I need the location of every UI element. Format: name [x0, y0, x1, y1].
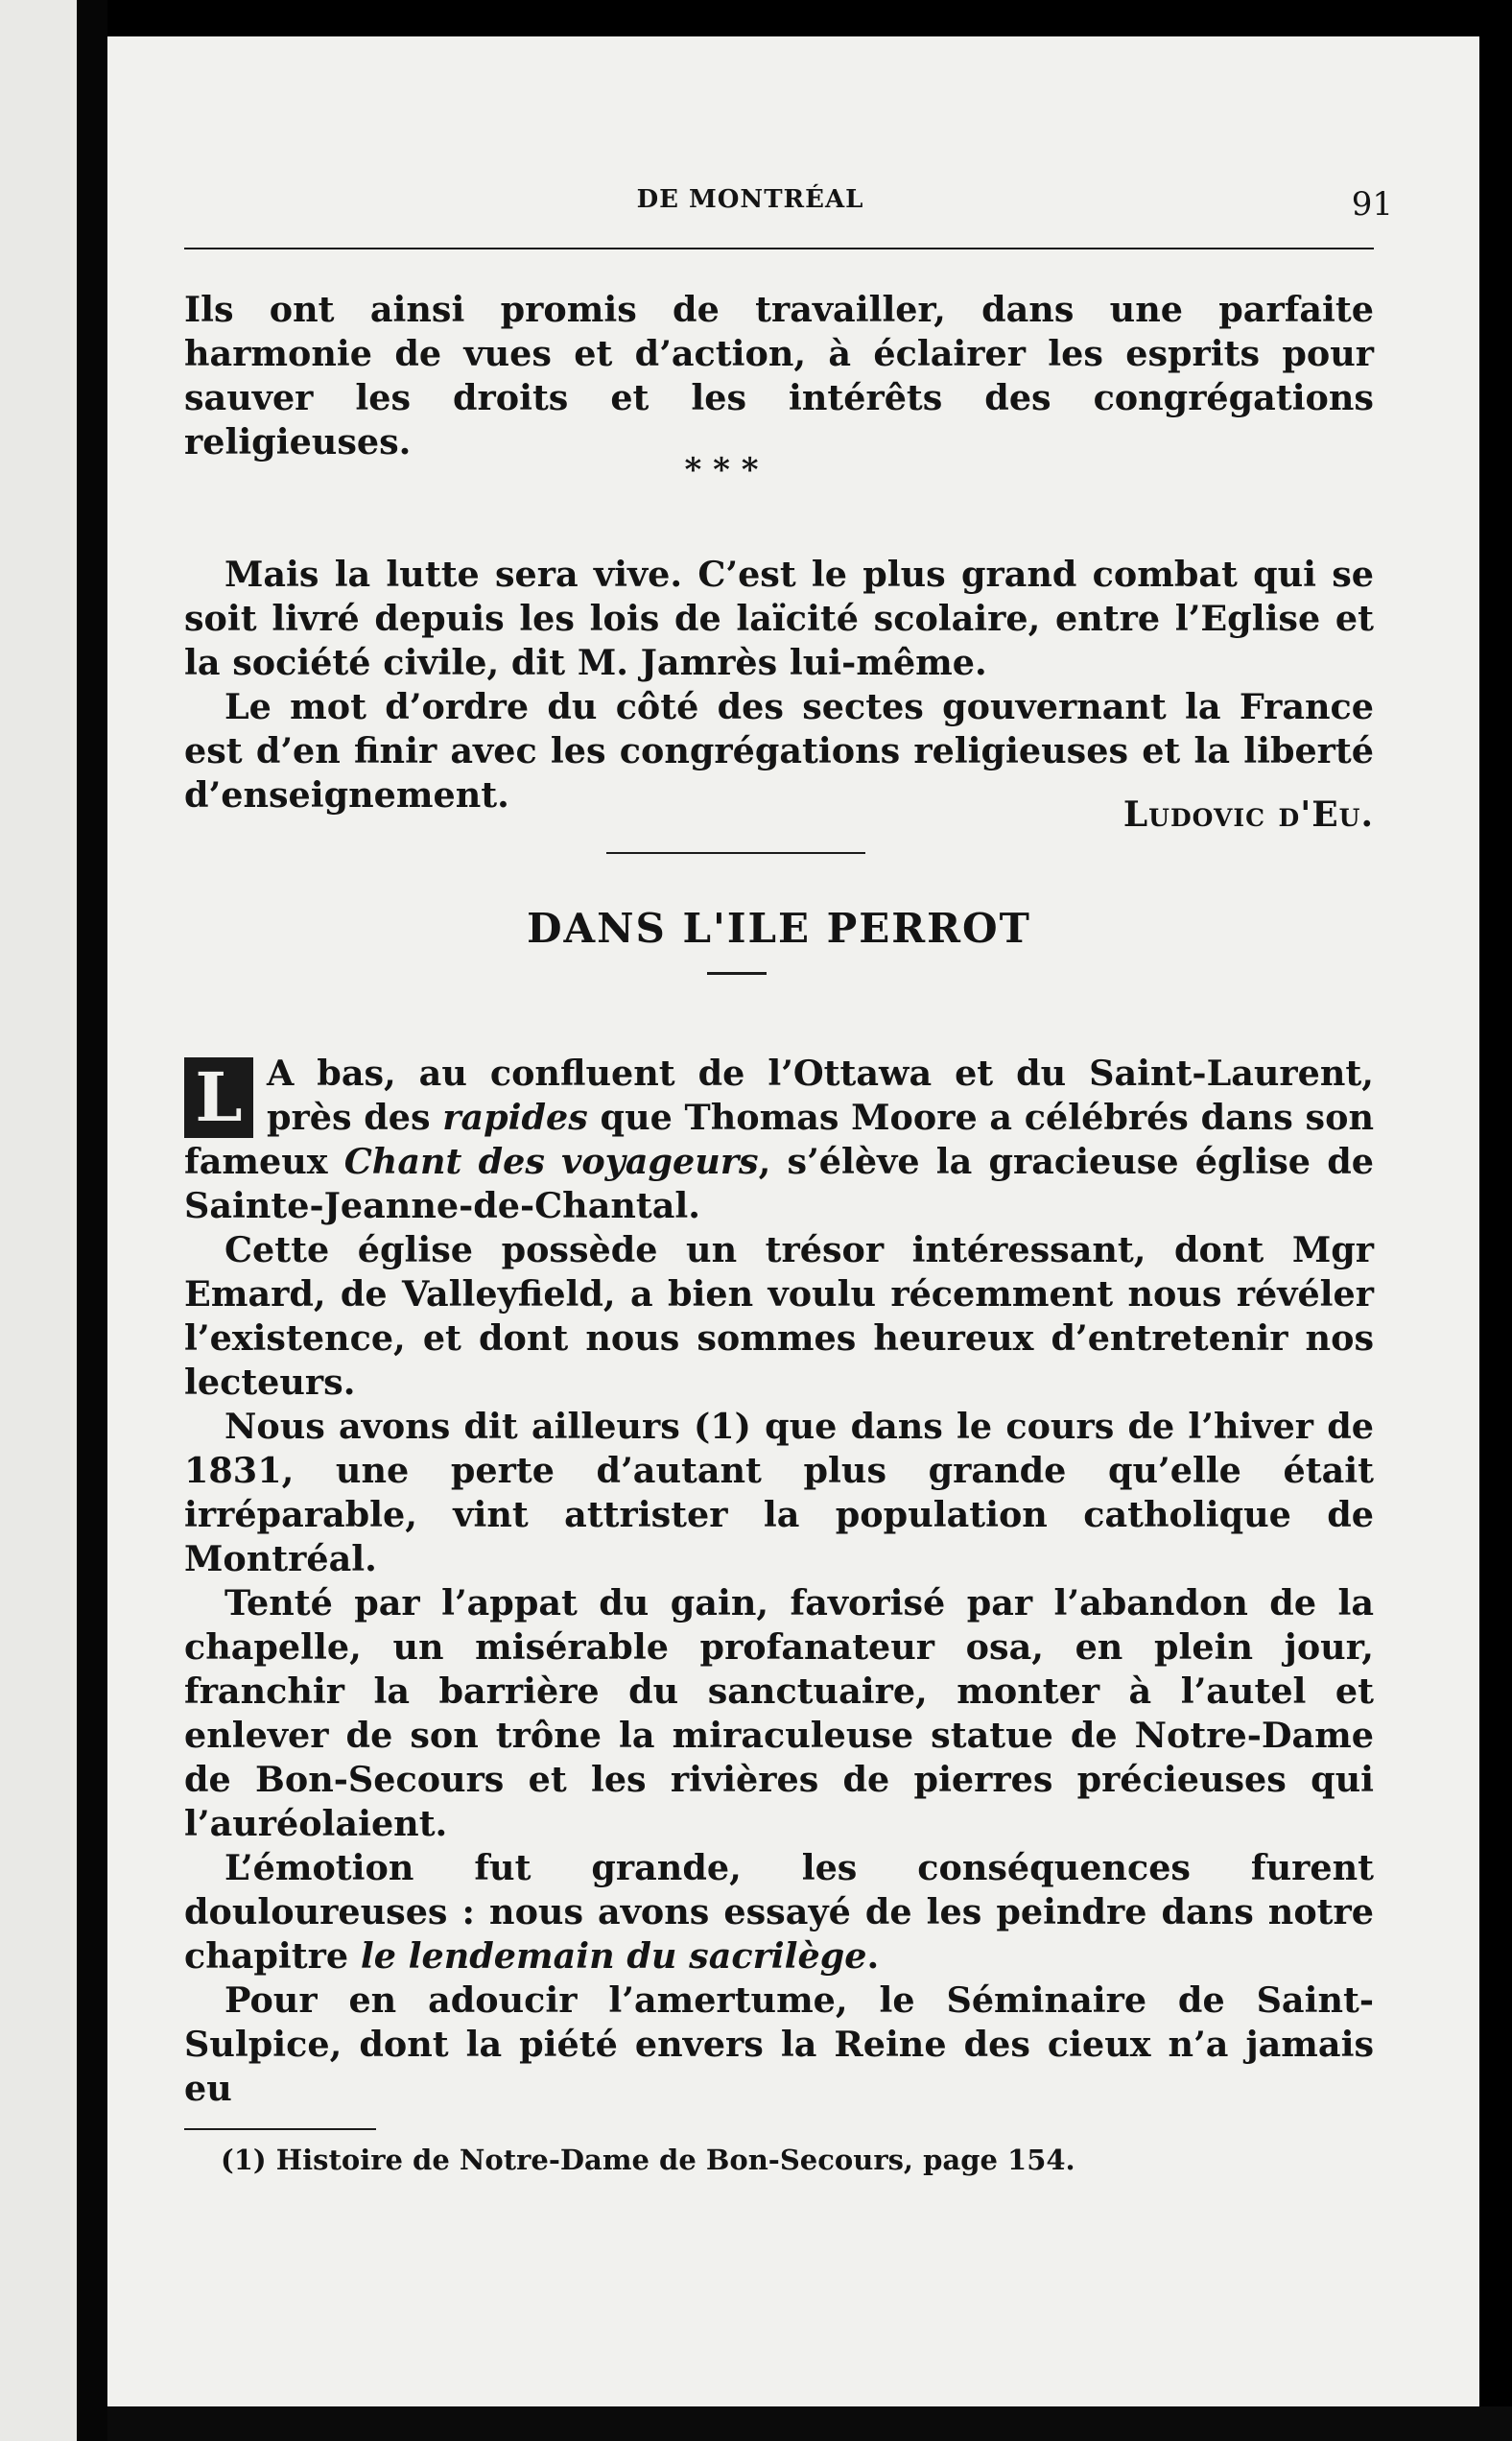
author-signature: Ludovic d'Eu. [1122, 794, 1374, 835]
text-run: L’émotion fut grande, les conséquences furent douloureuses : nous avons essayé de les peindre dans notre chapitre [184, 1847, 1374, 1977]
paragraph: Ils ont ainsi promis de travailler, dans une parfaite harmonie de vues et d’action, à éclairer les esprits pour sauver les droits et les intérêts des congrégations religieuses. [184, 289, 1374, 462]
first-letter: A [267, 1053, 295, 1094]
paragraph: Tenté par l’appat du gain, favorisé par l’abandon de la chapelle, un misérable profanateur osa, en plein jour, franchir la barrière du sanctuaire, monter à l’autel et enlever de son trône la miraculeuse statue de Notre-Dame de Bon-Secours et les rivières de pierres précieuses qui l’auréolaient. [184, 1582, 1374, 1844]
page-header [184, 185, 1393, 224]
book-gutter [77, 0, 107, 2441]
paragraph [184, 1052, 1374, 1228]
facing-page-edge [0, 0, 77, 2441]
text-run: que Thomas Moore a célébrés dans son fameux [184, 1097, 1374, 1182]
italic-run: Chant des voyageurs [343, 1141, 759, 1182]
text-run: , s’élève la gracieuse église de Sainte-Jeanne-de-Chantal. [184, 1141, 1374, 1226]
text-run: . [866, 1935, 880, 1977]
page-number: 91 [1351, 185, 1393, 224]
running-title: DE MONTRÉAL [636, 185, 864, 214]
book-page [107, 36, 1479, 2406]
title-underline [707, 972, 767, 975]
italic-run: le lendemain du sacrilège [360, 1935, 867, 1977]
paragraph: Le mot d’ordre du côté des sectes gouvernant la France est d’en finir avec les congrégations religieuses et la liberté d’enseignement. [184, 686, 1374, 816]
second-paragraph-block [184, 553, 1374, 818]
footnote: (1) Histoire de Notre-Dame de Bon-Secours, page 154. [221, 2144, 1075, 2176]
section-divider [606, 852, 865, 854]
header-rule [184, 248, 1374, 249]
italic-run: rapides [442, 1097, 588, 1138]
asterism: * * * [684, 451, 759, 489]
paragraph [184, 1846, 1374, 1979]
scan-border [107, 2406, 1512, 2441]
text-run: bas, au confluent de l’Ottawa et du Saint-Laurent, près des [267, 1053, 1374, 1138]
paragraph: Pour en adoucir l’amertume, le Séminaire de Saint-Sulpice, dont la piété envers la Reine des cieux n’a jamais eu [184, 1979, 1374, 2109]
article-body [184, 1052, 1374, 2111]
opening-paragraph-block [184, 288, 1374, 464]
paragraph: Cette église possède un trésor intéressant, dont Mgr Emard, de Valleyfield, a bien voulu récemment nous révéler l’existence, et dont nous sommes heureux d’entretenir nos lecteurs. [184, 1229, 1374, 1403]
paragraph: Mais la lutte sera vive. C’est le plus grand combat qui se soit livré depuis les lois de laïcité scolaire, entre l’Eglise et la société civile, dit M. Jamrès lui-même. [184, 554, 1374, 683]
footnote-rule [184, 2128, 376, 2130]
dropcap-initial: L [184, 1057, 253, 1138]
paragraph: Nous avons dit ailleurs (1) que dans le cours de l’hiver de 1831, une perte d’autant plus grande qu’elle était irréparable, vint attrister la population catholique de Montréal. [184, 1406, 1374, 1579]
section-title: DANS L'ILE PERROT [527, 905, 1031, 952]
